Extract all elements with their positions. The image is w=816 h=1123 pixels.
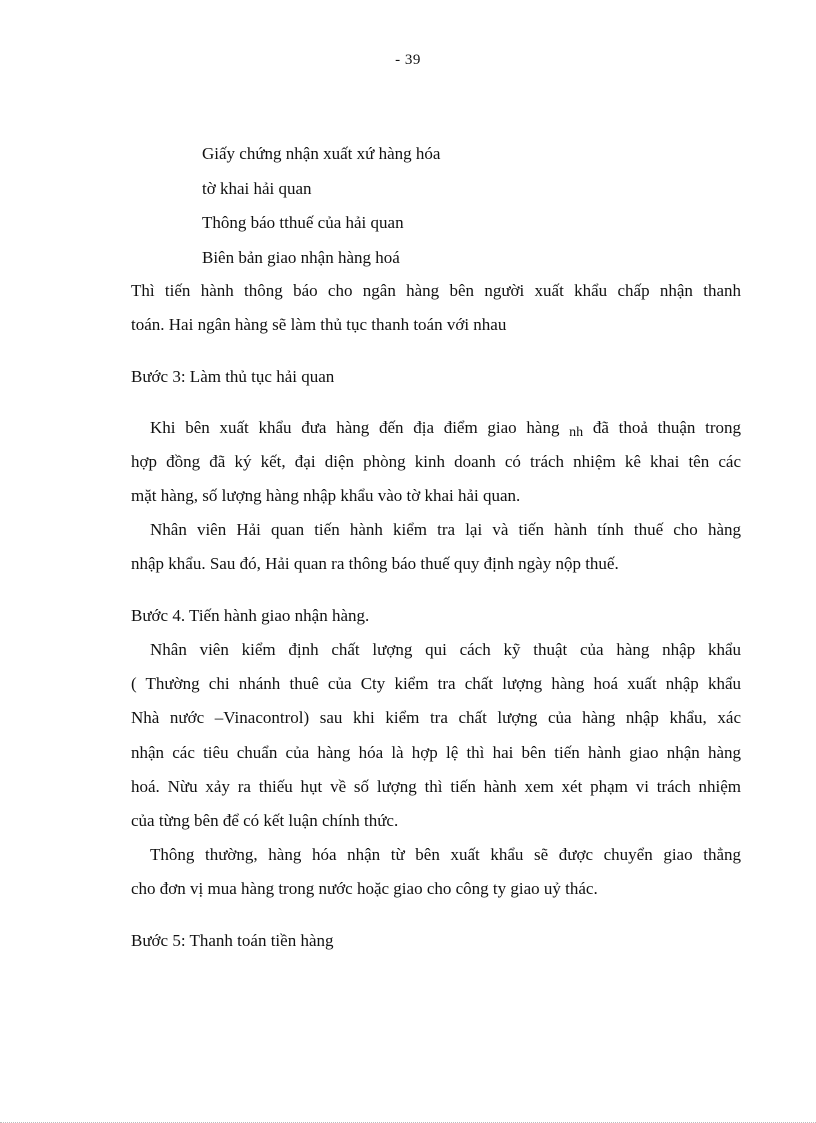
paragraph-line: nhập khẩu. Sau đó, Hải quan ra thông báo thuế quy định ngày nộp thuế.	[131, 554, 619, 573]
paragraph-line: toán. Hai ngân hàng sẽ làm thủ tục thanh toán với nhau	[131, 315, 507, 334]
text-fragment: đã thoả thuận trong	[592, 418, 742, 437]
text-fragment: nh	[569, 425, 584, 440]
paragraph-line: Nhân viên Hải quan tiến hành kiểm tra lại và tiến hành tính thuế cho hàng	[150, 520, 741, 539]
paragraph-line: mặt hàng, số lượng hàng nhập khẩu vào tờ khai hải quan.	[131, 486, 521, 505]
paragraph-line: Thông thường, hàng hóa nhận từ bên xuất khẩu sẽ được chuyển giao thẳng	[150, 845, 741, 864]
paragraph-line	[150, 411, 741, 447]
paragraph-line: cho đơn vị mua hàng trong nước hoặc giao cho công ty giao uỷ thác.	[131, 879, 598, 898]
paragraph-line: nhận các tiêu chuẩn của hàng hóa là hợp lệ thì hai bên tiến hành giao nhận hàng	[131, 743, 741, 762]
paragraph-line: Thì tiến hành thông báo cho ngân hàng bên người xuất khẩu chấp nhận thanh	[131, 281, 741, 300]
paragraph-line: ( Thường chi nhánh thuê của Cty kiểm tra chất lượng hàng hoá xuất nhập khẩu	[131, 674, 741, 693]
paragraph-line: của từng bên để có kết luận chính thức.	[131, 811, 399, 830]
paragraph-line: Nhà nước –Vinacontrol) sau khi kiểm tra chất lượng của hàng nhập khẩu, xác	[131, 708, 741, 727]
list-item: Thông báo tthuế của hải quan	[202, 213, 404, 232]
paragraph-line: Nhân viên kiểm định chất lượng qui cách kỹ thuật của hàng nhập khẩu	[150, 640, 741, 659]
list-item: Giấy chứng nhận xuất xứ hàng hóa	[202, 144, 441, 163]
paragraph-line: hoá. Nừu xảy ra thiếu hụt về số lượng thì tiến hành xem xét phạm vi trách nhiệm	[131, 777, 741, 796]
page-number: - 39	[395, 52, 421, 68]
document-list	[202, 137, 440, 275]
step-5-heading: Bước 5: Thanh toán tiền hàng	[131, 931, 334, 950]
text-fragment: Khi bên xuất khẩu đưa hàng đến địa điểm giao hàng	[150, 418, 560, 437]
step-3-heading: Bước 3: Làm thủ tục hải quan	[131, 367, 335, 386]
list-item: tờ khai hải quan	[202, 178, 312, 198]
step-4-heading: Bước 4. Tiến hành giao nhận hàng.	[131, 606, 370, 625]
paragraph-line: hợp đồng đã ký kết, đại diện phòng kinh doanh có trách nhiệm kê khai tên các	[131, 452, 741, 471]
list-item: Biên bản giao nhận hàng hoá	[202, 247, 400, 267]
